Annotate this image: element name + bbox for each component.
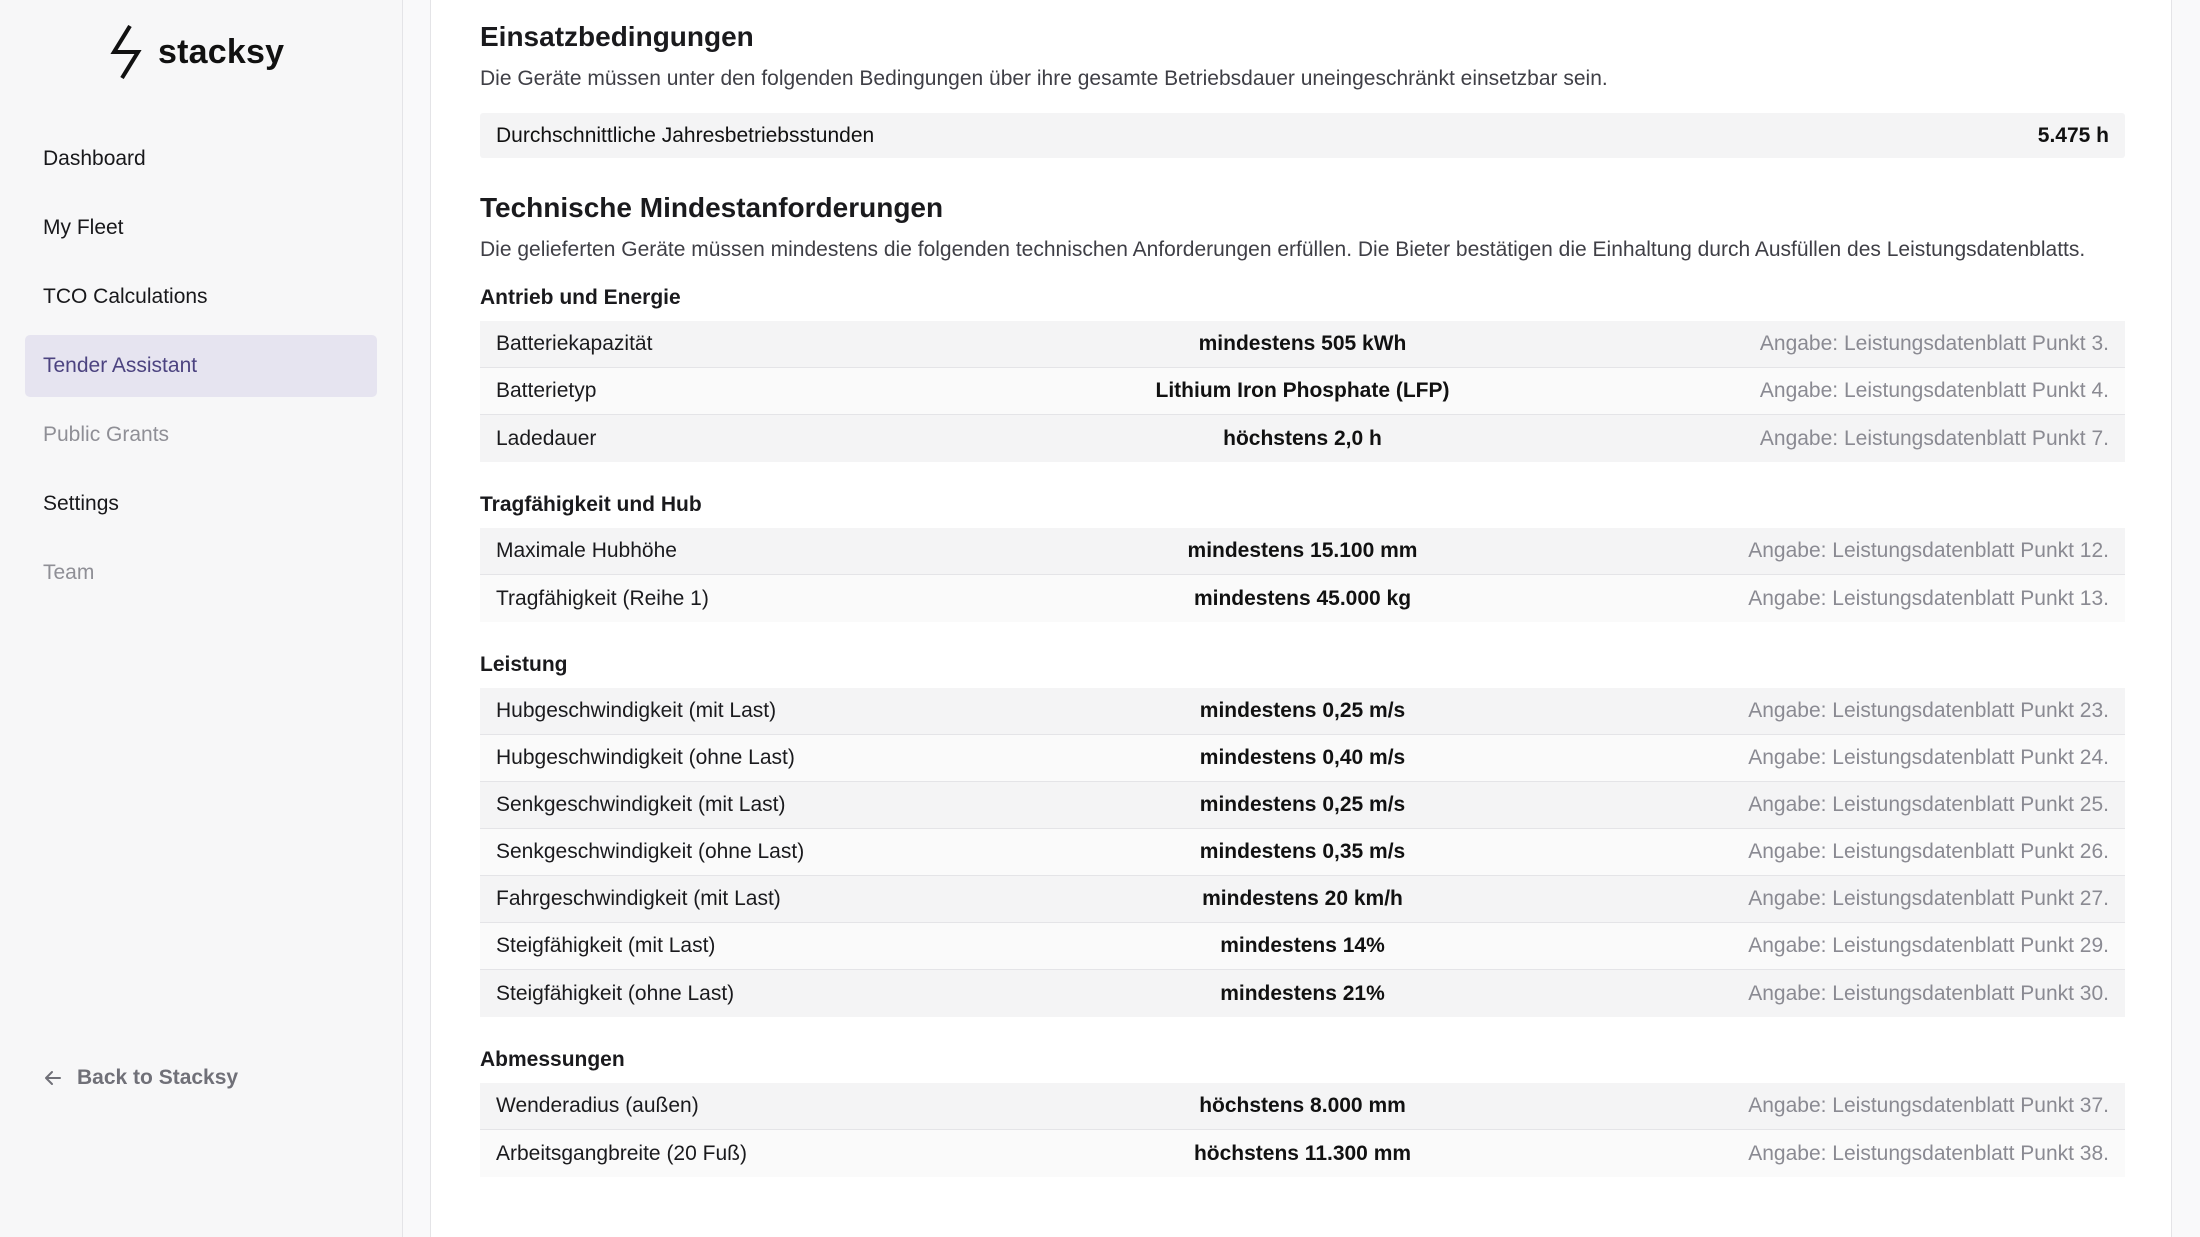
sidebar-item-team	[25, 542, 377, 604]
sidebar-item-public-grants	[25, 404, 377, 466]
requirement-reference: Angabe: Leistungsdatenblatt Punkt 38.	[1748, 1141, 2109, 1165]
requirement-row	[480, 970, 2125, 1017]
sidebar-item-label: Team	[43, 561, 95, 584]
sidebar-item-tco-calculations[interactable]	[25, 266, 377, 328]
requirement-value: mindestens 21%	[1220, 981, 1385, 1005]
section-title: Einsatzbedingungen	[480, 21, 754, 52]
requirement-row	[480, 876, 2125, 923]
requirement-value: höchstens 11.300 mm	[1193, 1141, 1412, 1165]
requirement-name: Hubgeschwindigkeit (mit Last)	[496, 699, 777, 722]
requirement-name: Wenderadius (außen)	[496, 1094, 699, 1117]
requirement-list	[480, 1083, 2125, 1177]
sidebar-item-dashboard[interactable]	[25, 128, 377, 190]
back-to-stacksy-link[interactable]	[43, 1060, 238, 1096]
requirement-list	[480, 688, 2125, 1017]
requirement-name: Ladedauer	[496, 426, 597, 450]
requirement-value: höchstens 2,0 h	[1223, 426, 1382, 450]
requirement-name: Senkgeschwindigkeit (ohne Last)	[496, 840, 805, 863]
requirement-reference: Angabe: Leistungsdatenblatt Punkt 12.	[1748, 539, 2109, 562]
requirement-row	[480, 575, 2125, 622]
requirement-reference: Angabe: Leistungsdatenblatt Punkt 23.	[1748, 699, 2109, 722]
requirement-row	[480, 688, 2125, 735]
sidebar-item-label: Settings	[43, 492, 119, 515]
requirement-reference: Angabe: Leistungsdatenblatt Punkt 25.	[1748, 793, 2109, 816]
main-panel	[430, 0, 2172, 1237]
requirement-list	[480, 321, 2125, 462]
requirement-row	[480, 321, 2125, 368]
sidebar-item-label: TCO Calculations	[43, 285, 208, 308]
requirement-row	[480, 1083, 2125, 1130]
back-label: Back to Stacksy	[77, 1066, 239, 1089]
requirement-row	[480, 829, 2125, 876]
requirement-name: Steigfähigkeit (mit Last)	[496, 934, 716, 957]
requirement-name: Hubgeschwindigkeit (ohne Last)	[496, 746, 795, 769]
requirement-value: mindestens 15.100 mm	[1187, 539, 1418, 562]
sidebar-item-my-fleet[interactable]	[25, 197, 377, 259]
requirement-name: Tragfähigkeit (Reihe 1)	[496, 586, 709, 610]
logo[interactable]	[108, 24, 284, 80]
tender-document	[480, 18, 2125, 1177]
requirement-reference: Angabe: Leistungsdatenblatt Punkt 3.	[1759, 332, 2109, 355]
sidebar-nav	[25, 128, 377, 611]
requirement-name: Steigfähigkeit (ohne Last)	[496, 981, 735, 1005]
operating-hours-row	[480, 113, 2125, 158]
requirement-reference: Angabe: Leistungsdatenblatt Punkt 26.	[1748, 840, 2109, 863]
requirement-value: mindestens 0,25 m/s	[1199, 793, 1406, 816]
section-title: Technische Mindestanforderungen	[480, 192, 944, 223]
requirement-reference: Angabe: Leistungsdatenblatt Punkt 30.	[1748, 981, 2109, 1005]
group-title: Abmessungen	[480, 1048, 625, 1071]
requirement-group-tragfaehigkeit	[480, 491, 2125, 622]
requirement-reference: Angabe: Leistungsdatenblatt Punkt 27.	[1748, 887, 2109, 910]
sidebar-item-label: Tender Assistant	[43, 354, 198, 377]
sidebar	[0, 0, 403, 1237]
requirement-row	[480, 528, 2125, 575]
requirement-value: mindestens 505 kWh	[1198, 332, 1407, 355]
sidebar-item-label: My Fleet	[43, 216, 124, 239]
sidebar-item-settings[interactable]	[25, 473, 377, 535]
requirement-row	[480, 415, 2125, 462]
app-name: stacksy	[158, 32, 285, 71]
requirement-reference: Angabe: Leistungsdatenblatt Punkt 7.	[1759, 426, 2109, 450]
requirement-row	[480, 735, 2125, 782]
requirement-name: Batteriekapazität	[496, 332, 653, 355]
requirement-list	[480, 528, 2125, 622]
section-technische-mindestanforderungen	[480, 189, 2125, 1177]
operating-hours-value: 5.475 h	[2037, 123, 2109, 147]
sidebar-item-label: Dashboard	[43, 147, 146, 170]
requirement-reference: Angabe: Leistungsdatenblatt Punkt 24.	[1748, 746, 2109, 769]
requirement-row	[480, 782, 2125, 829]
operating-hours-label: Durchschnittliche Jahresbetriebsstunden	[496, 123, 875, 147]
requirement-value: mindestens 45.000 kg	[1193, 586, 1412, 610]
sidebar-item-tender-assistant[interactable]	[25, 335, 377, 397]
requirement-value: mindestens 0,25 m/s	[1199, 699, 1406, 722]
sidebar-item-label: Public Grants	[43, 423, 170, 446]
group-title: Antrieb und Energie	[480, 286, 681, 309]
arrow-left-icon	[43, 1068, 63, 1088]
lightning-logo-icon	[108, 25, 144, 79]
requirement-value: mindestens 0,35 m/s	[1199, 840, 1406, 863]
requirement-reference: Angabe: Leistungsdatenblatt Punkt 4.	[1759, 379, 2109, 402]
requirement-name: Arbeitsgangbreite (20 Fuß)	[496, 1141, 747, 1165]
group-title: Leistung	[480, 653, 568, 676]
requirement-value: Lithium Iron Phosphate (LFP)	[1155, 379, 1450, 402]
requirement-value: mindestens 14%	[1220, 934, 1385, 957]
requirement-value: höchstens 8.000 mm	[1199, 1094, 1406, 1117]
section-einsatzbedingungen	[480, 18, 2125, 158]
section-description: Die Geräte müssen unter den folgenden Bedingungen über ihre gesamte Betriebsdauer uneingeschränkt einsetzbar sein.	[480, 67, 1608, 90]
requirement-reference: Angabe: Leistungsdatenblatt Punkt 29.	[1748, 934, 2109, 957]
requirement-row	[480, 1130, 2125, 1177]
requirement-reference: Angabe: Leistungsdatenblatt Punkt 13.	[1748, 586, 2109, 610]
requirement-group-leistung	[480, 651, 2125, 1017]
requirement-value: mindestens 20 km/h	[1202, 887, 1403, 910]
requirement-row	[480, 923, 2125, 970]
requirement-group-abmessungen	[480, 1046, 2125, 1177]
section-description: Die gelieferten Geräte müssen mindestens die folgenden technischen Anforderungen erfüllen. Die Bieter bestätigen die Einhaltung durch Ausfüllen des Leistungsdatenblatts.	[480, 238, 2086, 261]
requirement-reference: Angabe: Leistungsdatenblatt Punkt 37.	[1748, 1094, 2109, 1117]
requirement-name: Fahrgeschwindigkeit (mit Last)	[496, 887, 781, 910]
requirement-row	[480, 368, 2125, 415]
requirement-name: Senkgeschwindigkeit (mit Last)	[496, 793, 786, 816]
requirement-group-antrieb	[480, 284, 2125, 462]
group-title: Tragfähigkeit und Hub	[480, 493, 702, 516]
requirement-value: mindestens 0,40 m/s	[1199, 746, 1406, 769]
requirement-name: Maximale Hubhöhe	[496, 539, 677, 562]
requirement-name: Batterietyp	[496, 379, 597, 402]
